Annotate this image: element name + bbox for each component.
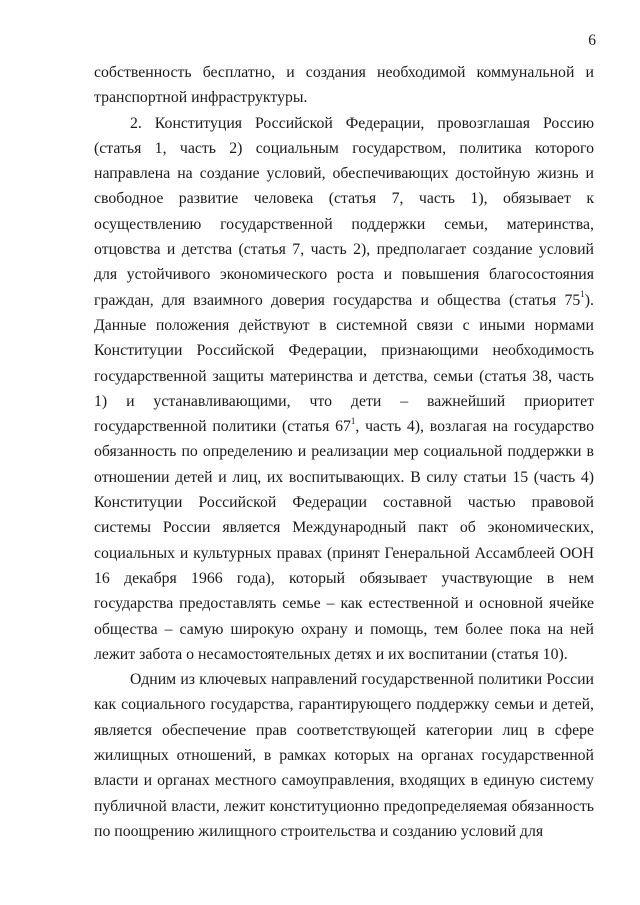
paragraph-segment: , часть 4), возлагая на государство обязанность по определению и реализации мер социальной поддержки в отношении детей и лиц, их воспитывающих. В силу статьи 15 (часть 4) Конституции Российской Федерации составной частью правовой системы России является Международный пакт об экономических, социальных и культурных правах (принят Генеральной Ассамблеей ООН 16 декабря 1966 года), который обязывает участвующие в нем государства предоставлять семье – как естественной и основной ячейке общества – самую широкую охрану и помощь, тем более пока на ней лежит забота о несамостоятельных детях и их воспитании (статья 10). <box>94 418 594 663</box>
footnote-superscript: 1 <box>350 415 356 426</box>
paragraph-segment: 2. Конституция Российской Федерации, провозглашая Россию (статья 1, часть 2) социальным государством, политика которого направлена на создание условий, обеспечивающих достойную жизнь и свободное развитие человека (статья 7, часть 1), обязывает к осуществлению государственной поддержки семьи, материнства, отцовства и детства (статья 7, часть 2), предполагает создание условий для устойчивого экономического роста и повышения благосостояния граждан, для взаимного доверия государства и общества (статья 75 <box>94 114 594 309</box>
paragraph-constitution <box>94 111 594 668</box>
paragraph-segment: ). Данные положения действуют в системной связи с иными нормами Конституции Российской Федерации, признающими необходимость государственной защиты материнства и детства, семьи (статья 38, часть 1) и устанавливающими, что дети – важнейший приоритет государственной политики (статья 67 <box>94 291 594 436</box>
footnote-superscript: 1 <box>580 289 585 300</box>
page-number: 6 <box>588 32 596 49</box>
paragraph-housing-policy: Одним из ключевых направлений государственной политики России как социального государства, гарантирующего поддержку семьи и детей, является обеспечение прав соответствующей категории лиц в сфере жилищных отношений, в рамках которых на органах государственной власти и органах местного самоуправления, входящих в единую систему публичной власти, лежит конституционно предопределяемая обязанность по поощрению жилищного строительства и созданию условий для <box>94 671 594 840</box>
paragraph-continuation: собственность бесплатно, и создания необходимой коммунальной и транспортной инфраструктуры. <box>94 64 594 107</box>
document-body <box>94 60 594 844</box>
